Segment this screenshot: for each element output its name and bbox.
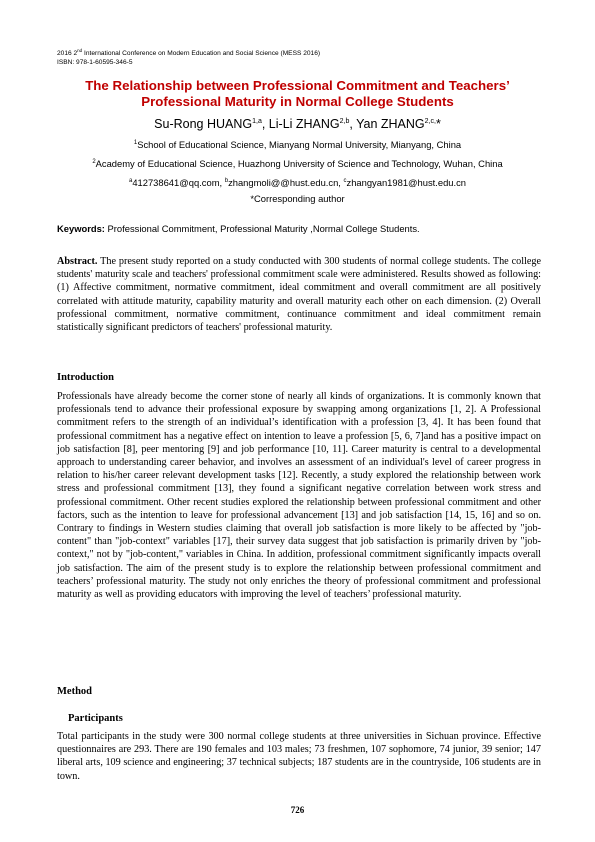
email-c: zhangyan1981@hust.edu.cn [346,177,467,188]
page-number: 726 [290,805,305,815]
author-separator: , [261,117,269,131]
email-a: 412738641@qq.com, [132,177,225,188]
keywords-text: Professional Commitment, Professional Maturity ,Normal College Students. [107,223,420,234]
participants-text: Total participants in the study were 300 normal college students at three universities in Sichuan province. Effective questionnaires are 293. There are 190 females and 103 males; 73 freshmen, 107 sophomore, 74 junior, 39 senior; 147 liberal arts, 109 science and engineering; 37 technical subjects; 187 students are in the countryside, 106 students are in town. [57,731,541,782]
method-heading: Method [57,686,92,697]
email-b-marker: b [224,178,229,184]
email-list [40,175,555,189]
email-a-marker: a [128,178,133,184]
affiliation-2-text: Academy of Educational Science, Huazhong University of Science and Technology, Wuhan, China [95,158,503,169]
keywords [57,223,541,235]
isbn: ISBN: 978-1-60595-346-5 [57,59,133,66]
author-list [40,114,555,132]
conference-line [57,46,320,58]
abstract [57,255,541,334]
author-1-affil: 1,a [252,118,262,125]
author-2-affil: 2,b [339,118,350,125]
conference-ordinal: nd [77,48,83,53]
author-1: Su-Rong HUANG [154,117,253,131]
keywords-label: Keywords: [57,223,108,234]
email-c-marker: c [343,178,347,184]
affiliation-1 [40,137,555,151]
conference-name: International Conference on Modern Education and Social Science (MESS 2016) [82,50,321,57]
affiliation-2 [40,156,555,170]
affiliation-2-marker: 2 [92,159,96,165]
affiliation-1-marker: 1 [133,140,138,146]
participants-subheading: Participants [68,713,123,724]
author-3: Yan ZHANG [356,117,425,131]
conference-info [57,46,320,67]
introduction-text: Professionals have already become the corner stone of nearly all kinds of organizations. It is commonly known that professionals tend to advance their professional exposure by swapping among organizations [1, 2]. A Professional commitment refers to the strength of an individual’s identification with a profession [3, 4]. It has been found that professional commitment has a negative effect on intention to leave a profession [5, 6, 7]and has a positive impact on job satisfaction [8], peer mentoring [9] and job performance [10, 11]. Career maturity is central to a developmental approach to understanding career behavior, and involves an assessment of an individual's level of career progress in relation to his/her career relevant development tasks [12]. Recently, a study explored the relationship between work stress and professional commitment [13], they found a significant negative correlation between work stress and professional commitment. Other recent studies explored the relationship between professional commitment and other factors, such as the intention to leave for professional advancement [13] and job satisfaction [14, 15, 16] and so on. Contrary to findings in Western studies claiming that overall job satisfaction is more likely to be affected by "job-content" than "job-context" variables [17], their survey data suggest that job satisfaction is primarily driven by "job-context," not by "job-content," variables in China. In addition, professional commitment significantly impacts overall job satisfaction. The aim of the present study is to explore the relationship between professional commitment and teachers’ professional maturity. The study not only enriches the theory of professional commitment and professional maturity as well as providing educators with improving the level of teachers’ professional maturity. [57,391,541,601]
email-b: zhangmoli@@hust.edu.cn, [228,177,344,188]
author-2: Li-Li ZHANG [268,117,340,131]
affiliation-1-text: School of Educational Science, Mianyang Normal University, Mianyang, China [137,139,462,150]
corresponding-star: * [435,117,441,131]
corresponding-author: *Corresponding author [250,193,345,204]
paper-title [40,78,555,110]
abstract-label: Abstract. [57,256,98,267]
author-separator: , [349,117,357,131]
abstract-text: The present study reported on a study conducted with 300 students of normal college students. The college students' maturity scale and teachers' professional commitment scale were administered. Results showed as following: (1) Affective commitment, normative commitment, ideal commitment and overall commitment are all positively correlated with attitude maturity, capability maturity and overall maturity each other on each dimension. (2) Overall professional commitment, normative commitment, continuance commitment and ideal commitment remain statistically significant predictors of teachers' professional maturity. [57,256,541,334]
author-3-affil: 2,c, [424,118,436,125]
title-line-1: The Relationship between Professional Commitment and Teachers’ [85,78,510,93]
title-line-2: Professional Maturity in Normal College Students [141,94,454,109]
introduction-heading: Introduction [57,372,114,383]
conference-year: 2016 2 [57,50,78,57]
